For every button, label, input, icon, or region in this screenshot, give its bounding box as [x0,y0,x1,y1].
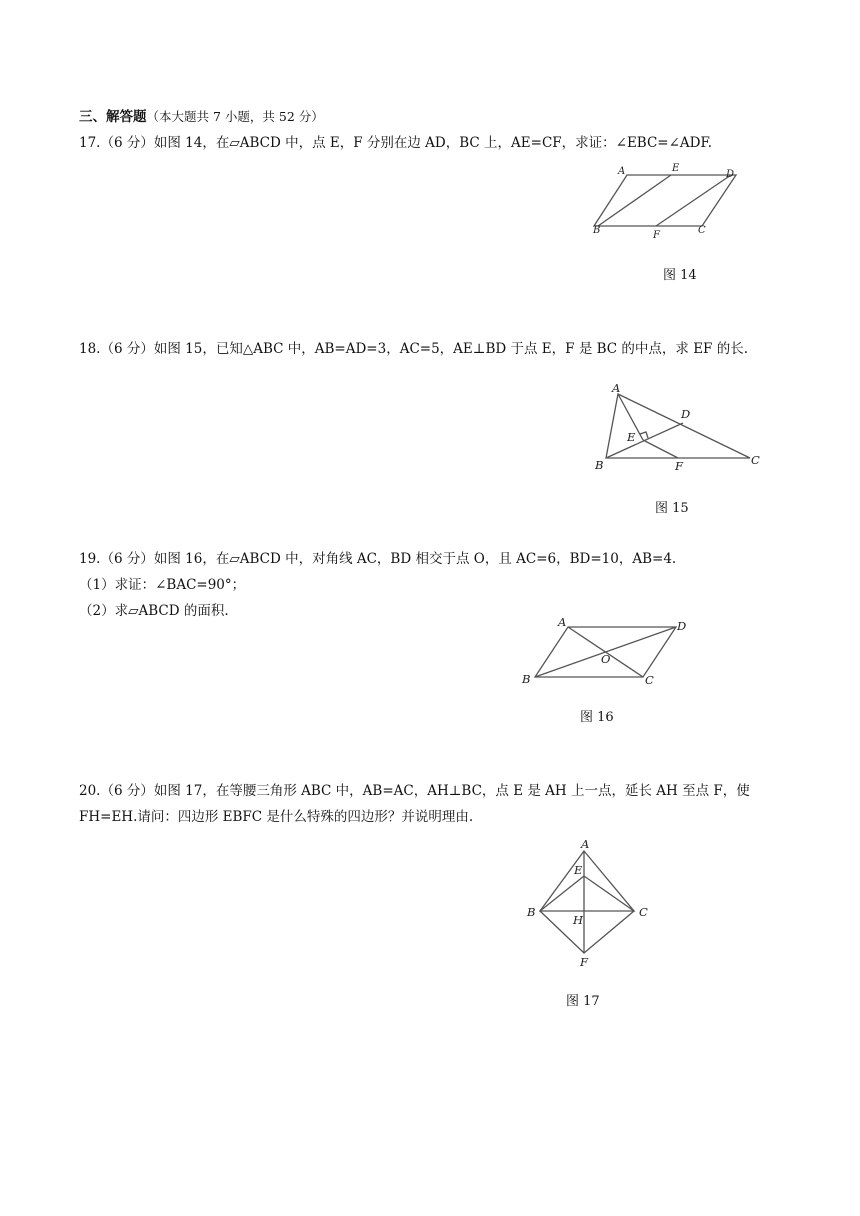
label-b: B [593,225,601,236]
label-f: F [580,955,588,969]
label-b: B [527,905,536,919]
figure-16-parallelogram [518,612,698,692]
segment-ef [643,440,678,458]
label-a: A [581,837,590,851]
label-b: B [595,458,604,472]
triangle-abc [540,851,634,911]
question-20-text-line-1: 20.（6 分）如图 17，在等腰三角形 ABC 中，AB=AC，AH⊥BC，点 E 是 AH 上一点，延长 AH 至点 F，使 [79,783,750,799]
figure-15-caption: 图 15 [655,501,689,516]
figure-14-caption: 图 14 [663,268,697,283]
figure-17-caption: 图 17 [566,994,600,1009]
label-a: A [612,381,621,395]
figure-16-caption: 图 16 [580,710,614,725]
label-h: H [573,913,584,927]
label-c: C [639,905,648,919]
figure-17-isosceles-triangle [520,836,660,971]
label-c: C [751,453,760,467]
label-b: B [522,672,531,686]
label-d: D [726,169,735,180]
label-c: C [645,673,654,687]
label-d: D [681,407,691,421]
label-d: D [677,619,687,633]
figure-14-parallelogram [590,160,740,240]
section-note: （本大题共 7 小题，共 52 分） [146,109,324,124]
quadrilateral-ebfc [540,876,634,953]
parallelogram-abcd [594,175,736,226]
question-19-text: 19.（6 分）如图 16，在▱ABCD 中，对角线 AC，BD 相交于点 O，且 AC=6，BD=10，AB=4. [79,551,677,567]
question-18-text: 18.（6 分）如图 15，已知△ABC 中，AB=AD=3，AC=5，AE⊥BD 于点 E，F 是 BC 的中点，求 EF 的长. [79,341,748,357]
label-c: C [698,225,706,236]
label-a: A [618,166,626,177]
question-20-text-line-2: FH=EH.请问：四边形 EBFC 是什么特殊的四边形？并说明理由. [79,809,474,825]
figure-15-triangle [590,380,770,475]
label-e: E [574,863,583,877]
question-17-text: 17.（6 分）如图 14，在▱ABCD 中，点 E，F 分别在边 AD，BC 上，AE=CF，求证：∠EBC=∠ADF. [79,135,713,151]
question-19-part-2: （2）求▱ABCD 的面积. [79,603,229,619]
label-f: F [653,230,660,241]
label-e: E [672,163,680,174]
label-f: F [675,459,683,473]
label-a: A [558,615,567,629]
section-heading [79,108,324,126]
section-title: 三、解答题 [79,109,147,125]
label-o: O [601,652,611,666]
question-19-part-1: （1）求证：∠BAC=90°； [79,577,246,593]
segment-be [598,175,671,226]
label-e: E [627,430,636,444]
